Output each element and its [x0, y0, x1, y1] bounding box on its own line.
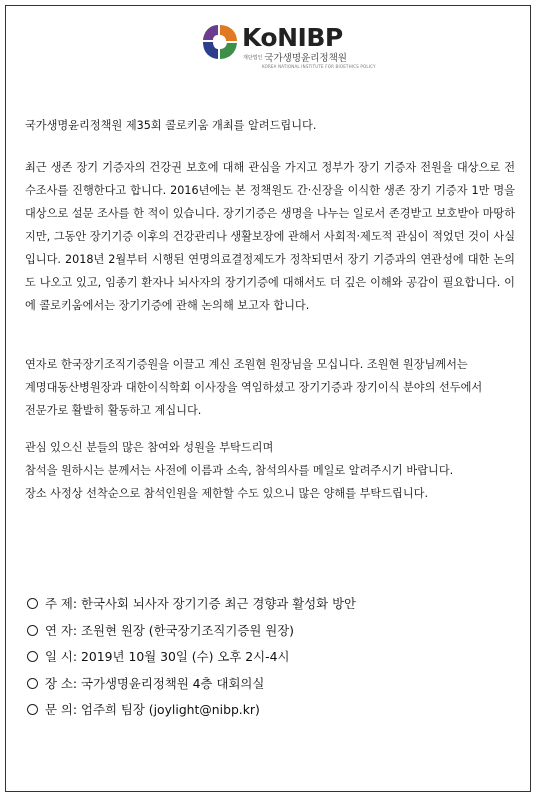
speaker-line: 전문가로 활발히 활동하고 계십니다. [25, 404, 202, 417]
closing-line: 참석을 원하시는 분께서는 사전에 이름과 소속, 참석의사를 메일로 알려주시기 바랍니다. [25, 464, 454, 477]
logo-korean-name [243, 53, 347, 64]
closing-line: 장소 사정상 선착순으로 참석인원을 제한할 수도 있으니 많은 양해를 부탁드립니다. [25, 487, 429, 500]
closing-paragraph [25, 436, 515, 505]
detail-contact [27, 697, 507, 724]
logo-corp-mark: 재단법인 [243, 55, 263, 61]
speaker-paragraph [25, 353, 515, 422]
detail-value: 한국사회 뇌사자 장기기증 최근 경향과 활성화 방안 [81, 596, 357, 611]
intro-paragraph: 최근 생존 장기 기증자의 건강권 보호에 대해 관심을 가지고 정부가 장기 기증자 전원을 대상으로 전수조사를 진행한다고 합니다. 2016년에는 본 정책원도 간·신장을 이식한 생존 장기 기증자 1만 명을 대상으로 설문 조사를 한 적이 있습니다. 장기기증은 생명을 나누는 일로서 존경받고 보호받아 마땅하지만, 그동안 장기기증 이후의 건강관리나 생활보장에 관해서 사회적·제도적 관심이 적었던 것이 사실입니다. 2018년 2월부터 시행된 연명의료결정제도가 정착되면서 장기 기증과의 연관성에 대한 논의도 나오고 있고, 임종기 환자나 뇌사자의 장기기증에 대해서도 더 깊은 이해와 공감이 필요합니다. 이에 콜로키움에서는 장기기증에 관해 논의해 보고자 합니다. [25, 161, 515, 312]
detail-value: 엄주희 팀장 (joylight@nibp.kr) [81, 702, 260, 717]
circle-bullet-icon [27, 651, 38, 662]
logo-english-name: KOREA NATIONAL INSTITUTE FOR BIOETHICS POLICY [262, 64, 376, 69]
speaker-line: 연자로 한국장기조직기증원을 이끌고 계신 조원현 원장님을 모십니다. 조원현 원장님께서는 [25, 358, 468, 371]
detail-label: 문 의: [45, 702, 78, 717]
detail-label: 연 자: [45, 622, 78, 638]
detail-topic [27, 591, 507, 618]
konibp-logo [200, 22, 376, 70]
detail-label: 장 소: [45, 675, 78, 691]
event-details-list [27, 591, 507, 724]
circle-bullet-icon [27, 704, 38, 715]
circle-bullet-icon [27, 598, 38, 609]
detail-label: 일 시: [45, 649, 78, 664]
detail-datetime [27, 644, 507, 671]
notice-headline: 국가생명윤리정책원 제35회 콜로키움 개최를 알려드립니다. [25, 119, 317, 132]
circle-bullet-icon [27, 678, 38, 689]
detail-value: 국가생명윤리정책원 4층 대회의실 [81, 675, 265, 691]
circle-bullet-icon [27, 625, 38, 636]
logo-korean-name-text: 국가생명윤리정책원 [264, 53, 347, 64]
logo-emblem-icon [200, 22, 240, 62]
detail-venue [27, 671, 507, 698]
detail-value: 조원현 원장 (한국장기조직기증원 원장) [81, 622, 295, 638]
logo-wordmark: KoNIBP [242, 23, 343, 52]
detail-label: 주 제: [45, 596, 78, 611]
closing-line: 관심 있으신 분들의 많은 참여와 성원을 부탁드리며 [25, 441, 274, 454]
detail-value: 2019년 10월 30일 (수) 오후 2시-4시 [81, 649, 290, 664]
speaker-line: 계명대동산병원장과 대한이식학회 이사장을 역임하셨고 장기기증과 장기이식 분야의 선두에서 [25, 381, 483, 394]
detail-speaker [27, 618, 507, 645]
